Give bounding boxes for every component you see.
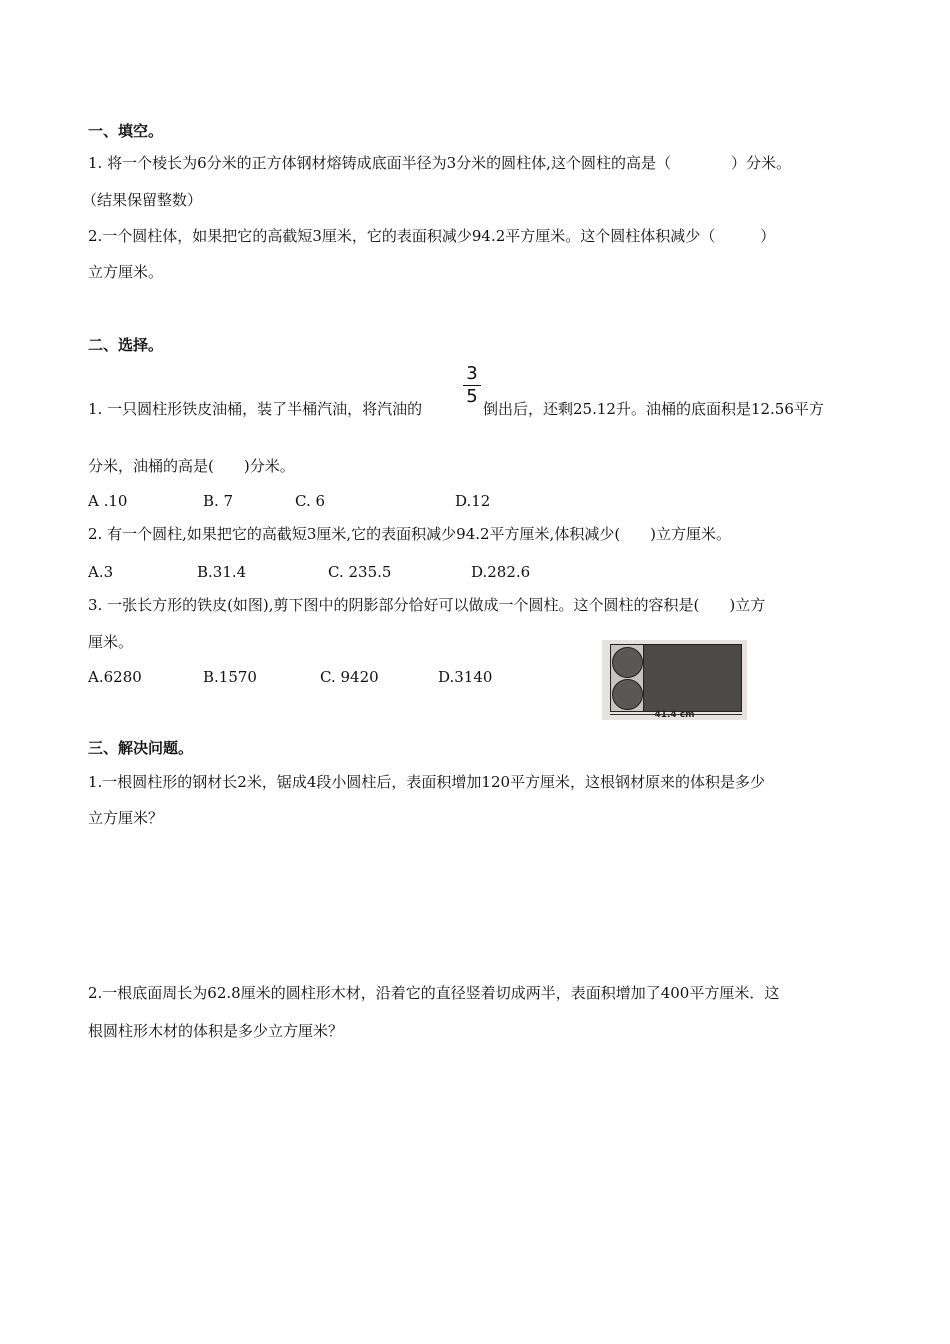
section2-q2-option-c: C. 235.5 bbox=[328, 563, 392, 581]
section2-q1-line2: 分米，油桶的高是( )分米。 bbox=[88, 457, 295, 475]
section2-q2-option-b: B.31.4 bbox=[197, 563, 247, 581]
section2-q2-line1: 2. 有一个圆柱,如果把它的高截短3厘米,它的表面积减少94.2平方厘米,体积减少( )立方厘米。 bbox=[88, 525, 732, 543]
sheet-divider-line bbox=[643, 645, 644, 711]
section3-heading: 三、解决问题。 bbox=[88, 739, 194, 757]
section3-q2-line1: 2.一根底面周长为62.8厘米的圆柱形木材，沿着它的直径竖着切成两半，表面积增加了400平方厘米．这 bbox=[88, 984, 780, 1002]
section2-q1-part2: 倒出后，还剩25.12升。油桶的底面积是12.56平方 bbox=[483, 400, 824, 418]
section2-q3-option-b: B.1570 bbox=[203, 668, 257, 686]
section2-q3-option-c: C. 9420 bbox=[320, 668, 379, 686]
section2-q1-option-b: B. 7 bbox=[203, 492, 234, 510]
section2-q3-option-d: D.3140 bbox=[438, 668, 493, 686]
iron-sheet-figure bbox=[602, 640, 747, 720]
section2-q1-part1: 1. 一只圆柱形铁皮油桶，装了半桶汽油，将汽油的 bbox=[88, 400, 423, 418]
section2-q2-option-a: A.3 bbox=[88, 563, 114, 581]
section2-q1-option-c: C. 6 bbox=[295, 492, 326, 510]
section2-q2-option-d: D.282.6 bbox=[471, 563, 531, 581]
section2-q3-line2: 厘米。 bbox=[88, 633, 134, 651]
section3-q1-line2: 立方厘米？ bbox=[88, 809, 164, 827]
fraction-numerator: 3 bbox=[466, 363, 478, 384]
section2-q3-line1: 3. 一张长方形的铁皮(如图),剪下图中的阴影部分恰好可以做成一个圆柱。这个圆柱的容积是( )立方 bbox=[88, 596, 766, 614]
fraction-denominator: 5 bbox=[466, 386, 478, 407]
section1-q2-line2: 立方厘米。 bbox=[88, 263, 164, 281]
section2-q1-option-a: A .10 bbox=[88, 492, 128, 510]
shaded-side-region bbox=[644, 645, 741, 711]
section1-q1-line2: （结果保留整数） bbox=[82, 191, 203, 209]
bottom-circle bbox=[612, 679, 643, 710]
section2-q1-option-d: D.12 bbox=[455, 492, 491, 510]
fraction-three-fifths bbox=[463, 364, 481, 407]
section3-q2-line2: 根圆柱形木材的体积是多少立方厘米？ bbox=[88, 1022, 344, 1040]
section3-q1-line1: 1.一根圆柱形的钢材长2米，锯成4段小圆柱后，表面积增加120平方厘米，这根钢材原来的体积是多少 bbox=[88, 773, 766, 791]
sheet-rectangle bbox=[610, 644, 742, 712]
section1-q2-line1: 2.一个圆柱体，如果把它的高截短3厘米，它的表面积减少94.2平方厘米。这个圆柱体积减少（ ） bbox=[88, 227, 776, 245]
section2-q3-option-a: A.6280 bbox=[88, 668, 142, 686]
section2-heading: 二、选择。 bbox=[88, 336, 164, 354]
section1-heading: 一、填空。 bbox=[88, 122, 164, 140]
section1-q1-line1: 1. 将一个棱长为6分米的正方体钢材熔铸成底面半径为3分米的圆柱体,这个圆柱的高是（ ）分米。 bbox=[88, 154, 791, 172]
figure-caption: 41.4 cm bbox=[654, 710, 695, 720]
top-circle bbox=[612, 647, 643, 678]
